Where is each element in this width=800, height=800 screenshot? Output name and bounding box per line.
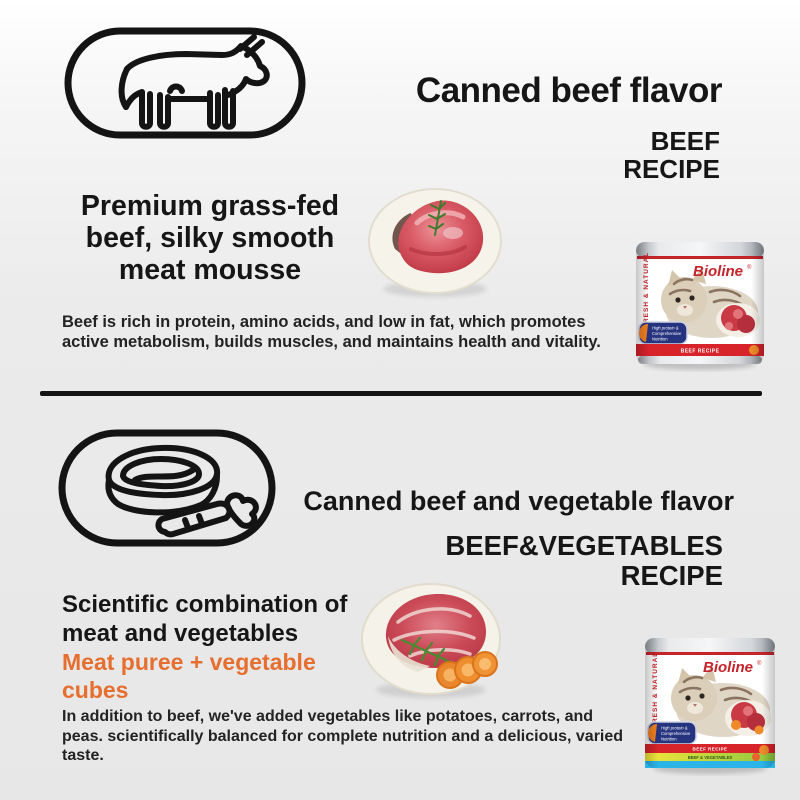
highlight-line: cubes <box>62 676 129 703</box>
recipe-line: BEEF <box>650 126 720 156</box>
highlight-line: Meat puree + vegetable <box>62 649 316 675</box>
section2-highlight <box>62 649 316 704</box>
section1-subtitle <box>40 190 380 287</box>
recipe-line: BEEF&VEGETABLES <box>445 530 723 561</box>
steak-carrot-plate-photo <box>358 578 506 704</box>
subtitle-line: meat and vegetables <box>62 619 299 647</box>
recipe-line: RECIPE <box>620 560 723 592</box>
section2-description: In addition to beef, we've added vegetables like potatoes, carrots, and peas. scientifically balanced for complete nutrition and a delicious, varied taste. <box>62 708 624 765</box>
subtitle-line: meat mousse <box>118 254 302 287</box>
steak-carrot-icon <box>57 428 277 548</box>
beef-can-product <box>626 234 774 372</box>
cow-icon <box>64 27 306 139</box>
section-divider <box>40 391 762 396</box>
section1-recipe-label <box>623 127 720 183</box>
raw-beef-plate-photo <box>365 183 507 303</box>
subtitle-line: Premium grass-fed <box>80 190 340 222</box>
section2-subtitle <box>62 591 347 649</box>
subtitle-line: beef, silky smooth <box>85 222 335 255</box>
recipe-line: RECIPE <box>623 154 720 185</box>
beef-vegetables-can-product <box>635 630 785 776</box>
section1-title: Canned beef flavor <box>415 71 722 110</box>
section1-description: Beef is rich in protein, amino acids, and low in fat, which promotes active metabolism, builds muscles, and maintains health and vitality. <box>62 313 601 351</box>
section2-title: Canned beef and vegetable flavor <box>303 486 734 516</box>
subtitle-line: Scientific combination of <box>62 591 348 618</box>
